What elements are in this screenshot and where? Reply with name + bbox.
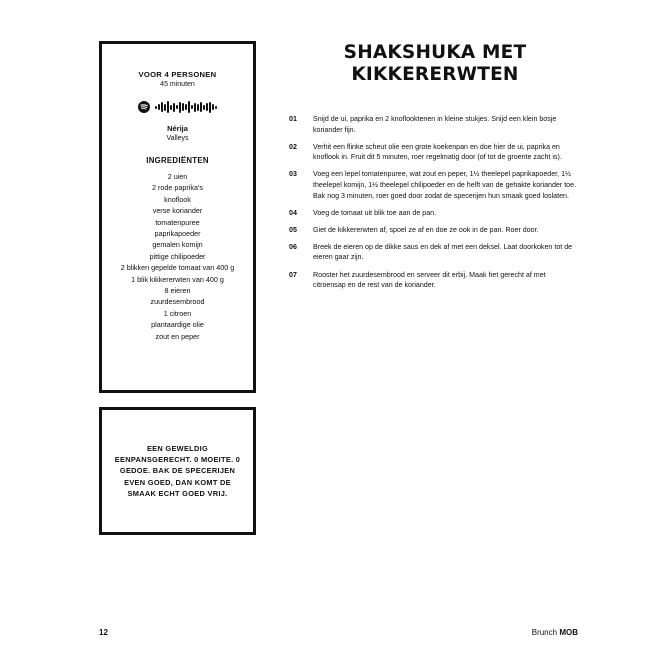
spotify-code-bar — [191, 105, 192, 109]
spotify-code-bar — [182, 103, 183, 111]
spotify-code-bar — [179, 102, 180, 113]
step-text: Voeg een lepel tomatenpuree, wat zout en peper, 1½ theelepel paprikapoeder, 1½ theelepel komijn, 1½ theelepel chilipoeder en de helft van de gehakte koriander toe. Bak nog 3 minuten, roer goed door zodat de specerijen hun smaak goed loslaten. — [313, 170, 577, 200]
recipe-title: SHAKSHUKA MET KIKKERERWTEN — [343, 42, 527, 85]
ingredient-item: paprikapoeder — [154, 229, 201, 239]
ingredient-item: zuurdesembrood — [150, 297, 205, 307]
spotify-code-bar — [185, 104, 186, 110]
tip-quote: EEN GEWELDIG EENPANSGERECHT. 0 MOEITE. 0 GEDOE. BAK DE SPECERIJEN EVEN GOED, DAN KOMT DE SMAAK ECHT GOED VRIJ. — [114, 443, 241, 498]
recipe-step — [289, 242, 579, 263]
spotify-code-bar — [161, 102, 162, 112]
step-number: 05 — [289, 225, 297, 234]
spotify-code-bar — [188, 101, 189, 113]
spotify-code-bar — [194, 103, 195, 112]
step-number: 07 — [289, 270, 297, 279]
spotify-code-bar — [203, 105, 204, 110]
cooking-time: 45 minuten — [160, 81, 195, 88]
spotify-code-bar — [176, 105, 177, 109]
ingredient-item: 2 uien — [167, 172, 188, 181]
spotify-code-bar — [212, 104, 213, 110]
ingredient-item: 1 blik kikkererwten van 400 g — [131, 274, 224, 284]
recipe-step — [289, 208, 579, 219]
spotify-code-bar — [170, 105, 171, 110]
step-text: Giet de kikkererwten af, spoel ze af en doe ze ook in de pan. Roer door. — [313, 225, 539, 234]
ingredient-item: zout en peper — [155, 331, 200, 341]
step-number: 02 — [289, 142, 297, 151]
spotify-code-row[interactable] — [102, 100, 253, 114]
spotify-code-bar — [209, 102, 210, 113]
servings-label: VOOR 4 PERSONEN — [138, 70, 217, 79]
ingredients-heading: INGREDIËNTEN — [146, 156, 209, 165]
spotify-icon — [138, 101, 150, 113]
ingredient-item: 8 eieren — [164, 286, 191, 296]
artist-name: Nérija — [167, 124, 188, 133]
page-number: 12 — [99, 628, 108, 637]
ingredient-item: tomatenpuree — [155, 217, 200, 227]
recipe-step — [289, 142, 579, 163]
ingredient-item: 1 citroen — [163, 308, 192, 318]
step-number: 04 — [289, 208, 297, 217]
step-text: Snijd de ui, paprika en 2 knoflooktenen in kleine stukjes. Snijd een klein bosje koriander fijn. — [313, 115, 557, 134]
spotify-code-bar — [197, 104, 198, 111]
step-text: Voeg de tomaat uit blik toe aan de pan. — [313, 208, 437, 217]
running-head — [532, 628, 578, 637]
ingredient-item: 2 rode paprika's — [152, 183, 203, 193]
album-name: Valleys — [166, 135, 189, 142]
step-text: Verhit een flinke scheut olie een grote koekenpan en doe hier de ui, paprika en knoflook in. Fruit dit 5 minuten, roer regelmatig door (of tot de groente zacht is). — [313, 142, 562, 162]
step-text: Rooster het zuurdesembrood en serveer dit erbij. Maak het gerecht af met citroensap en de rest van de koriander. — [313, 270, 546, 290]
spotify-code-bar — [155, 106, 156, 109]
section-name: Brunch — [531, 628, 558, 637]
recipe-info-box — [99, 41, 256, 393]
step-number: 06 — [289, 242, 297, 251]
recipe-step — [289, 270, 579, 291]
ingredient-item: gemalen komijn — [152, 240, 203, 250]
spotify-code-bar — [164, 104, 165, 111]
ingredient-item: plantaardige olie — [151, 320, 204, 330]
ingredient-item: 2 blikken gepelde tomaat van 400 g — [120, 263, 235, 273]
recipe-step — [289, 114, 579, 135]
recipe-steps — [289, 114, 579, 297]
spotify-code-bar — [173, 103, 174, 112]
tip-box — [99, 407, 256, 535]
spotify-scan-code — [155, 100, 216, 114]
spotify-code-bar — [206, 103, 207, 111]
spotify-code-bar — [215, 106, 216, 109]
ingredient-item: pittige chilipoeder — [149, 251, 206, 261]
spotify-code-bar — [200, 102, 201, 112]
spotify-code-bar — [158, 104, 159, 110]
spotify-code-bar — [167, 101, 168, 113]
brand-name: MOB — [559, 628, 578, 637]
step-text: Breek de eieren op de dikke saus en dek af met een deksel. Laat doorkoken tot de eieren gaar zijn. — [313, 242, 573, 262]
step-number: 01 — [289, 115, 297, 123]
recipe-step — [289, 169, 579, 201]
ingredient-item: knoflook — [164, 194, 191, 204]
ingredients-list — [102, 171, 253, 342]
ingredient-item: verse koriander — [152, 206, 203, 216]
step-number: 03 — [289, 170, 297, 179]
recipe-step — [289, 225, 579, 236]
